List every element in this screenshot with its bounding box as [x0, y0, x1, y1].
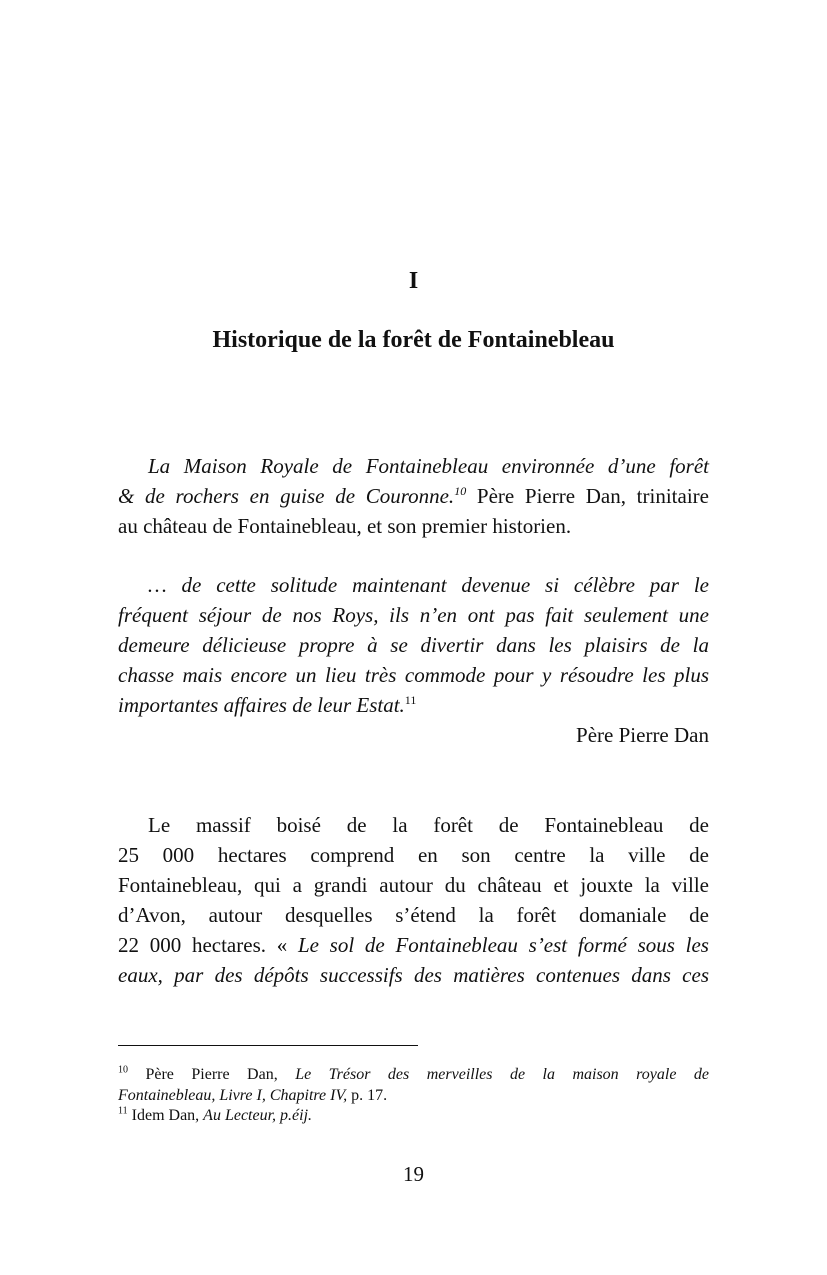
epigraph-1-line-1: La Maison Royale de Fontainebleau environnée d’une forêt	[148, 454, 709, 478]
epigraph-1-line-2	[118, 481, 709, 511]
epigraph-2-line-3: demeure délicieuse propre à se divertir dans les plaisirs de la	[118, 633, 709, 657]
body-line-3: Fontainebleau, qui a grandi autour du château et jouxte la ville	[118, 873, 709, 897]
footnote-10-title: Le Trésor des merveilles de la maison royale de	[295, 1066, 709, 1083]
footnote-10-line-2	[118, 1086, 709, 1106]
body-line-5-plain: 22 000 hectares. «	[118, 933, 298, 957]
chapter-number: I	[408, 268, 419, 294]
page-number: 19	[403, 1162, 424, 1186]
footnote-separator	[118, 1045, 418, 1046]
body-line-5	[118, 930, 709, 960]
body-line-6: eaux, par des dépôts successifs des matières contenues dans ces	[118, 963, 709, 987]
epigraph-1-quote-end: & de rochers en guise de Couronne.	[118, 484, 455, 508]
epigraph-2-attribution: Père Pierre Dan	[576, 723, 709, 747]
footnote-10-number: 10	[118, 1064, 128, 1076]
footnote-10-line-1	[118, 1065, 709, 1085]
epigraph-1-attribution: Père Pierre Dan, trinitaire	[466, 484, 709, 508]
body-line-2: 25 000 hectares comprend en son centre la ville de	[118, 843, 709, 867]
footnote-11-number: 11	[118, 1105, 128, 1117]
body-line-1: Le massif boisé de la forêt de Fontainebleau de	[148, 813, 709, 837]
chapter-title: Historique de la forêt de Fontainebleau	[212, 327, 615, 353]
footnote-11-source: Au Lecteur, p.éij.	[203, 1107, 313, 1124]
epigraph-2-quote-end: importantes affaires de leur Estat.	[118, 693, 405, 717]
epigraph-2-line-5	[118, 690, 709, 720]
epigraph-1-line-3: au château de Fontainebleau, et son premier historien.	[118, 514, 572, 538]
epigraph-2-line-1: … de cette solitude maintenant devenue si célèbre par le	[148, 573, 709, 597]
body-line-5-quote: Le sol de Fontainebleau s’est formé sous les	[297, 933, 709, 957]
body-line-4: d’Avon, autour desquelles s’étend la forêt domaniale de	[118, 903, 709, 927]
footnote-ref-11[interactable]: 11	[404, 693, 417, 707]
footnote-10-page: p. 17.	[347, 1087, 388, 1104]
footnote-11-author: Idem Dan,	[127, 1107, 204, 1124]
epigraph-2-line-2: fréquent séjour de nos Roys, ils n’en ont pas fait seulement une	[118, 603, 709, 627]
footnote-10-title-cont: Fontainebleau, Livre I, Chapitre IV,	[118, 1087, 348, 1104]
footnote-10-author: Père Pierre Dan,	[128, 1066, 296, 1083]
footnote-ref-10[interactable]: 10	[454, 484, 467, 498]
epigraph-2-line-4: chasse mais encore un lieu très commode pour y résoudre les plus	[118, 663, 709, 687]
footnote-11	[118, 1106, 709, 1126]
